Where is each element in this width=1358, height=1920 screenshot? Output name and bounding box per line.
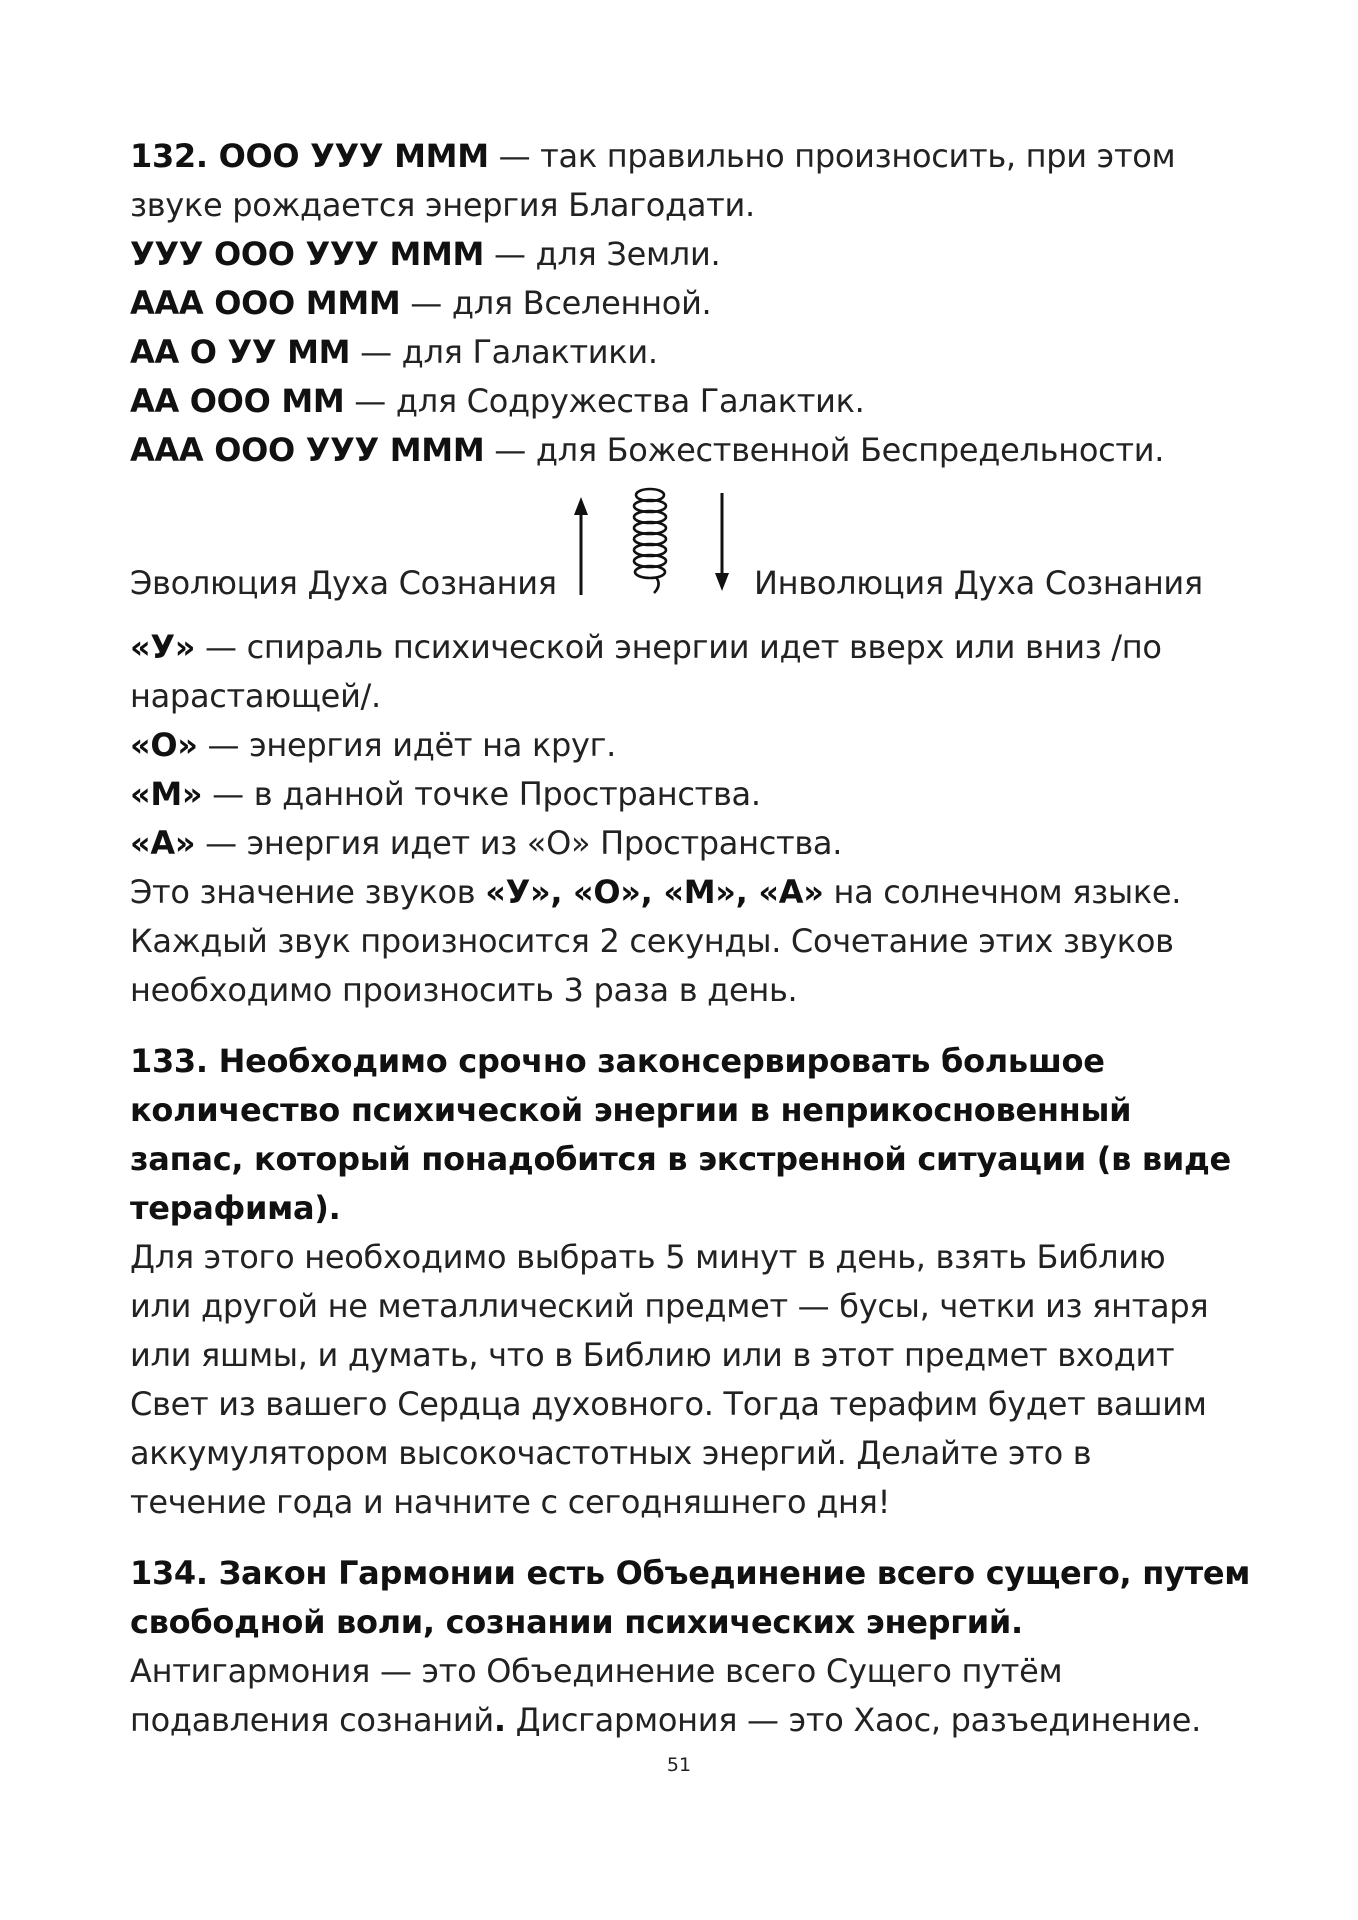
text-line: аккумулятором высокочастотных энергий. Делайте это в: [130, 1434, 1092, 1472]
text-line: звуке рождается энергия Благодати.: [130, 186, 755, 224]
text-line: Антигармония — это Объединение всего Сущего путём: [130, 1652, 1063, 1690]
text-span: — для Земли.: [484, 235, 721, 273]
arrow-up-icon: [570, 497, 592, 597]
spiral-icon: [620, 485, 680, 597]
section-132: [130, 132, 1240, 475]
sounds-explanation: [130, 623, 1240, 1015]
page-number: 51: [666, 1754, 692, 1776]
sounds-list: «У», «О», «М», «А»: [485, 873, 824, 911]
text-span: — для Галактики.: [350, 333, 658, 371]
text-span: — энергия идёт на круг.: [197, 726, 617, 764]
heading-134-cont: свободной воли, сознании психических энергий.: [130, 1603, 1023, 1641]
text-span: — для Вселенной.: [400, 284, 712, 322]
heading-133-cont: терафима).: [130, 1189, 341, 1227]
text-line: [130, 623, 1240, 672]
text-line: или яшмы, и думать, что в Библию или в этот предмет входит: [130, 1336, 1175, 1374]
text-line: нарастающей/.: [130, 677, 381, 715]
involution-label: Инволюция Духа Сознания: [754, 564, 1203, 602]
text-line: Каждый звук произносится 2 секунды. Сочетание этих звуков: [130, 922, 1174, 960]
section-133: [130, 1037, 1240, 1527]
evolution-label: Эволюция Духа Сознания: [130, 564, 557, 602]
page-content: [130, 132, 1251, 1745]
text-line: [130, 721, 1240, 770]
spiral-diagram: [130, 485, 1240, 609]
text-line: [130, 377, 1240, 426]
text-line: Для этого необходимо выбрать 5 минут в день, взять Библию: [130, 1238, 1166, 1276]
section-134: [130, 1549, 1251, 1745]
heading-132: 132. ООО УУУ МММ: [130, 137, 489, 175]
text-line: [130, 132, 1240, 181]
text-span: Дисгармония — это Хаос, разъединение.: [505, 1701, 1202, 1739]
text-line: необходимо произносить 3 раза в день.: [130, 971, 798, 1009]
sound-combination: АА О УУ ММ: [130, 333, 351, 371]
heading-133-cont: количество психической энергии в неприкосновенный: [130, 1091, 1132, 1129]
text-line: [130, 230, 1240, 279]
text-line: или другой не металлический предмет — бусы, четки из янтаря: [130, 1287, 1209, 1325]
heading-134: 134. Закон Гармонии есть Объединение всего сущего, путем: [130, 1554, 1251, 1592]
sound-combination: УУУ ООО УУУ МММ: [130, 235, 485, 273]
sound-combination: ААА ООО УУУ МММ: [130, 431, 485, 469]
sound-m: «М»: [130, 775, 203, 813]
heading-133: 133. Необходимо срочно законсервировать большое: [130, 1042, 1105, 1080]
text-line: течение года и начните с сегодняшнего дня!: [130, 1483, 891, 1521]
arrow-down-icon: [711, 493, 733, 593]
sound-combination: ААА ООО МММ: [130, 284, 401, 322]
sound-u: «У»: [130, 628, 196, 666]
sound-a: «А»: [130, 824, 196, 862]
sound-combination: АА ООО ММ: [130, 382, 345, 420]
text-line: [130, 868, 1240, 917]
text-line: [130, 328, 1240, 377]
text-span: на солнечном языке.: [823, 873, 1182, 911]
sound-o: «О»: [130, 726, 198, 764]
text-line: [130, 279, 1240, 328]
text-span: подавления сознаний: [130, 1701, 494, 1739]
heading-133-cont: запас, который понадобится в экстренной ситуации (в виде: [130, 1140, 1231, 1178]
text-line: [130, 770, 1240, 819]
text-span: — для Божественной Беспредельности.: [484, 431, 1165, 469]
text-line: [130, 1696, 1240, 1745]
text-span: — для Содружества Галактик.: [344, 382, 865, 420]
text-line: Свет из вашего Сердца духовного. Тогда терафим будет вашим: [130, 1385, 1207, 1423]
text-line: [130, 819, 1240, 868]
text-span: — в данной точке Пространства.: [202, 775, 761, 813]
text-span: — энергия идет из «О» Пространства.: [195, 824, 843, 862]
text-span: — так правильно произносить, при этом: [488, 137, 1176, 175]
bold-period: .: [493, 1701, 506, 1739]
text-line: [130, 426, 1240, 475]
text-span: Это значение звуков: [130, 873, 486, 911]
text-span: — спираль психической энергии идет вверх или вниз /по: [195, 628, 1162, 666]
